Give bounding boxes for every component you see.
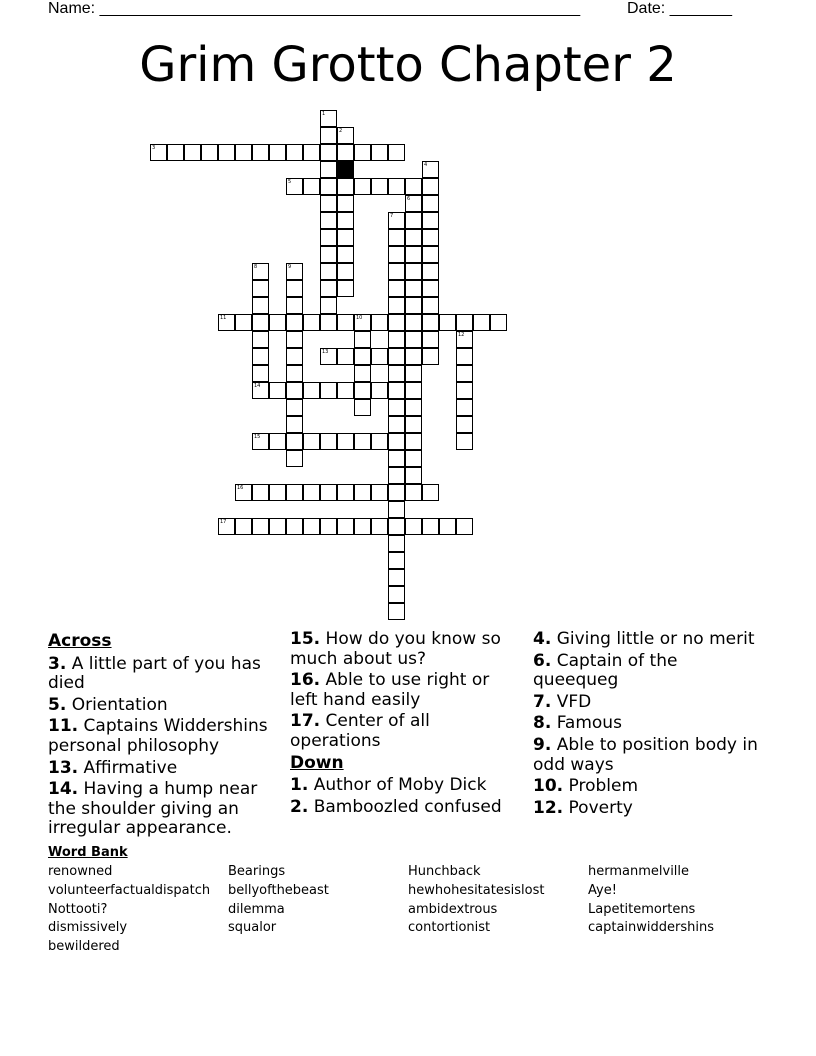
grid-cell[interactable]: [405, 212, 422, 229]
grid-cell[interactable]: [320, 314, 337, 331]
clue-text: Able to use right or left hand easily: [290, 670, 490, 710]
grid-cell[interactable]: [388, 552, 405, 569]
clue-number: 9.: [533, 734, 552, 755]
grid-cell[interactable]: [320, 484, 337, 501]
grid-cell[interactable]: [405, 229, 422, 246]
clue-number: 1.: [290, 775, 309, 796]
grid-cell[interactable]: [320, 127, 337, 144]
grid-cell[interactable]: [405, 178, 422, 195]
clue-text: How do you know so much about us?: [290, 629, 501, 669]
grid-cell[interactable]: [218, 518, 235, 535]
word-bank-item: volunteerfactualdispatch: [48, 882, 211, 898]
word-bank-item: Bearings: [228, 864, 286, 879]
grid-cell[interactable]: [320, 297, 337, 314]
grid-cell[interactable]: [286, 433, 303, 450]
clue-number-label: 17: [220, 519, 227, 525]
clue-down-12: [533, 799, 763, 819]
grid-cell[interactable]: [337, 382, 354, 399]
grid-cell[interactable]: [405, 399, 422, 416]
grid-cell[interactable]: [422, 195, 439, 212]
grid-cell[interactable]: [439, 518, 456, 535]
grid-cell[interactable]: [354, 399, 371, 416]
clue-text: VFD: [556, 691, 592, 712]
grid-cell[interactable]: [371, 348, 388, 365]
grid-cell[interactable]: [388, 569, 405, 586]
grid-cell[interactable]: [286, 399, 303, 416]
clue-down-7: [533, 693, 763, 713]
grid-cell[interactable]: [371, 484, 388, 501]
grid-cell[interactable]: [354, 348, 371, 365]
grid-cell[interactable]: [354, 518, 371, 535]
grid-cell[interactable]: [371, 382, 388, 399]
grid-cell[interactable]: [388, 212, 405, 229]
grid-cell[interactable]: [456, 348, 473, 365]
grid-cell[interactable]: [371, 144, 388, 161]
grid-cell[interactable]: [252, 433, 269, 450]
clue-across-17: [290, 712, 520, 751]
clue-down-4: [533, 630, 763, 650]
grid-cell[interactable]: [422, 229, 439, 246]
grid-cell[interactable]: [388, 331, 405, 348]
clue-down-2: [290, 798, 520, 818]
clue-across-11: [48, 717, 278, 756]
grid-cell[interactable]: [405, 314, 422, 331]
grid-cell[interactable]: [337, 212, 354, 229]
grid-cell[interactable]: [405, 433, 422, 450]
grid-cell[interactable]: [337, 484, 354, 501]
grid-cell[interactable]: [320, 348, 337, 365]
grid-cell[interactable]: [252, 518, 269, 535]
grid-cell[interactable]: [337, 433, 354, 450]
grid-cell[interactable]: [252, 280, 269, 297]
grid-cell[interactable]: [422, 518, 439, 535]
grid-cell[interactable]: [388, 297, 405, 314]
grid-cell[interactable]: [354, 314, 371, 331]
grid-cell[interactable]: [286, 280, 303, 297]
word-bank-title: Word Bank: [48, 845, 128, 860]
grid-cell[interactable]: [456, 365, 473, 382]
clue-number-label: 11: [220, 315, 227, 321]
clue-number: 16.: [290, 670, 321, 691]
word-bank-column-1: [48, 863, 210, 957]
clue-text: Having a hump near the shoulder giving an irregular appearance.: [48, 779, 258, 839]
grid-cell[interactable]: [286, 263, 303, 280]
grid-cell[interactable]: [286, 484, 303, 501]
grid-cell[interactable]: [388, 246, 405, 263]
clue-text: Captains Widdershins personal philosophy: [48, 716, 268, 756]
clue-number: 12.: [533, 797, 564, 818]
grid-cell[interactable]: [235, 144, 252, 161]
grid-cell[interactable]: [337, 144, 354, 161]
grid-cell[interactable]: [320, 518, 337, 535]
grid-cell[interactable]: [337, 280, 354, 297]
grid-cell[interactable]: [184, 144, 201, 161]
grid-cell[interactable]: [422, 280, 439, 297]
grid-cell[interactable]: [388, 518, 405, 535]
down-heading: Down: [290, 752, 344, 773]
grid-cell[interactable]: [371, 178, 388, 195]
grid-cell[interactable]: [405, 246, 422, 263]
grid-cell[interactable]: [337, 314, 354, 331]
grid-cell[interactable]: [388, 416, 405, 433]
grid-cell[interactable]: [490, 314, 507, 331]
clue-down-10: [533, 777, 763, 797]
across-heading: Across: [48, 631, 112, 651]
clue-text: Author of Moby Dick: [313, 775, 487, 796]
grid-cell[interactable]: [218, 314, 235, 331]
clue-text: Bamboozled confused: [313, 796, 502, 817]
clue-number-label: 2: [339, 128, 343, 134]
clue-number-label: 15: [254, 434, 261, 440]
grid-cell[interactable]: [252, 382, 269, 399]
grid-cell[interactable]: [456, 399, 473, 416]
word-bank-item: dilemma: [228, 901, 285, 917]
clue-number: 15.: [290, 629, 321, 649]
grid-cell[interactable]: [320, 433, 337, 450]
grid-cell[interactable]: [388, 348, 405, 365]
grid-cell[interactable]: [388, 603, 405, 620]
grid-cell[interactable]: [269, 314, 286, 331]
word-bank-column-4: [588, 863, 714, 938]
clue-number: 2.: [290, 796, 309, 817]
grid-cell[interactable]: [439, 314, 456, 331]
grid-cell[interactable]: [252, 348, 269, 365]
clue-number-label: 1: [322, 111, 326, 117]
word-bank-item: dismissively: [48, 920, 128, 936]
grid-cell[interactable]: [269, 382, 286, 399]
grid-cell[interactable]: [405, 348, 422, 365]
grid-cell[interactable]: [405, 467, 422, 484]
grid-cell[interactable]: [456, 382, 473, 399]
grid-cell[interactable]: [337, 348, 354, 365]
grid-cell[interactable]: [422, 212, 439, 229]
grid-cell[interactable]: [405, 382, 422, 399]
grid-cell[interactable]: [320, 212, 337, 229]
grid-cell[interactable]: [354, 433, 371, 450]
grid-cell[interactable]: [320, 161, 337, 178]
grid-cell[interactable]: [422, 314, 439, 331]
clue-text: Center of all operations: [290, 711, 430, 751]
clue-text: Problem: [568, 776, 639, 797]
grid-cell[interactable]: [354, 484, 371, 501]
grid-cell[interactable]: [303, 178, 320, 195]
grid-cell[interactable]: [422, 484, 439, 501]
grid-cell[interactable]: [337, 263, 354, 280]
grid-cell[interactable]: [422, 331, 439, 348]
word-bank-item: hewhohesitatesislost: [408, 882, 545, 898]
clue-text: Able to position body in odd ways: [533, 734, 758, 775]
clue-number: 17.: [290, 711, 321, 732]
grid-cell[interactable]: [337, 518, 354, 535]
word-bank-item: Aye!: [588, 882, 617, 898]
grid-cell[interactable]: [456, 314, 473, 331]
grid-cell[interactable]: [405, 365, 422, 382]
grid-cell[interactable]: [303, 484, 320, 501]
grid-cell[interactable]: [252, 365, 269, 382]
page-title: Grim Grotto Chapter 2: [139, 37, 677, 93]
grid-cell[interactable]: [269, 484, 286, 501]
clue-number: 3.: [48, 653, 67, 674]
grid-cell[interactable]: [354, 144, 371, 161]
clue-number-label: 7: [390, 213, 394, 219]
grid-cell[interactable]: [303, 314, 320, 331]
grid-cell[interactable]: [320, 144, 337, 161]
grid-cell[interactable]: [422, 178, 439, 195]
clue-text: Giving little or no merit: [556, 629, 755, 649]
grid-cell[interactable]: [388, 484, 405, 501]
clue-across-3: [48, 655, 278, 694]
grid-cell[interactable]: [354, 382, 371, 399]
clue-column-1: [48, 630, 278, 841]
clue-down-9: [533, 736, 763, 775]
word-bank-item: Nottooti?: [48, 901, 108, 917]
grid-cell[interactable]: [252, 314, 269, 331]
clue-number-label: 8: [254, 264, 258, 270]
clue-number-label: 3: [152, 145, 156, 151]
word-bank-item: contortionist: [408, 920, 491, 936]
grid-cell[interactable]: [320, 280, 337, 297]
grid-cell[interactable]: [422, 297, 439, 314]
grid-cell[interactable]: [388, 229, 405, 246]
grid-cell[interactable]: [371, 518, 388, 535]
word-bank-item: hermanmelville: [588, 864, 690, 879]
grid-cell[interactable]: [320, 195, 337, 212]
grid-cell[interactable]: [388, 450, 405, 467]
clue-number: 10.: [533, 776, 564, 797]
grid-cell[interactable]: [303, 382, 320, 399]
grid-cell[interactable]: [337, 127, 354, 144]
word-bank-column-2: [228, 863, 329, 938]
grid-cell[interactable]: [405, 263, 422, 280]
clue-number: 8.: [533, 713, 552, 734]
clue-text: Captain of the queequeg: [533, 650, 678, 691]
clue-number: 11.: [48, 716, 79, 737]
grid-cell[interactable]: [303, 518, 320, 535]
clue-across-16: [290, 671, 520, 710]
grid-cell[interactable]: [405, 195, 422, 212]
word-bank-item: ambidextrous: [408, 901, 498, 917]
clue-number-label: 6: [407, 196, 411, 202]
grid-cell[interactable]: [388, 586, 405, 603]
grid-cell[interactable]: [167, 144, 184, 161]
grid-cell[interactable]: [286, 331, 303, 348]
grid-cell[interactable]: [371, 314, 388, 331]
grid-cell[interactable]: [388, 382, 405, 399]
clue-number-label: 12: [458, 332, 465, 338]
grid-cell[interactable]: [286, 416, 303, 433]
grid-cell[interactable]: [337, 229, 354, 246]
clue-number-label: 5: [288, 179, 292, 185]
grid-cell[interactable]: [388, 144, 405, 161]
grid-cell[interactable]: [320, 382, 337, 399]
grid-cell[interactable]: [456, 433, 473, 450]
grid-cell[interactable]: [235, 484, 252, 501]
grid-cell[interactable]: [303, 144, 320, 161]
grid-cell[interactable]: [269, 433, 286, 450]
grid-cell[interactable]: [252, 297, 269, 314]
word-bank-item: Hunchback: [408, 864, 481, 879]
grid-cell[interactable]: [388, 399, 405, 416]
word-bank-item: bewildered: [48, 939, 120, 955]
grid-cell[interactable]: [388, 365, 405, 382]
word-bank-column-3: [408, 863, 544, 938]
clue-text: Poverty: [568, 797, 633, 818]
grid-cell[interactable]: [235, 518, 252, 535]
clue-number-label: 9: [288, 264, 292, 270]
grid-cell[interactable]: [473, 314, 490, 331]
grid-cell[interactable]: [286, 382, 303, 399]
grid-cell[interactable]: [388, 280, 405, 297]
grid-cell[interactable]: [286, 314, 303, 331]
grid-cell[interactable]: [388, 501, 405, 518]
grid-cell[interactable]: [456, 416, 473, 433]
word-bank-item: bellyofthebeast: [228, 882, 329, 898]
grid-cell[interactable]: [354, 365, 371, 382]
clue-number-label: 10: [356, 315, 363, 321]
grid-cell[interactable]: [456, 331, 473, 348]
grid-cell[interactable]: [405, 297, 422, 314]
grid-cell[interactable]: [269, 518, 286, 535]
grid-cell[interactable]: [405, 416, 422, 433]
clue-across-5: [48, 696, 278, 716]
clue-number: 7.: [533, 691, 552, 712]
clue-across-15: [290, 630, 520, 669]
grid-cell[interactable]: [405, 484, 422, 501]
word-bank-item: Lapetitemortens: [588, 901, 696, 917]
grid-cell[interactable]: [422, 263, 439, 280]
clue-number-label: 13: [322, 349, 329, 355]
clue-across-14: [48, 780, 278, 839]
grid-cell[interactable]: [252, 263, 269, 280]
grid-cell[interactable]: [388, 467, 405, 484]
grid-cell[interactable]: [286, 518, 303, 535]
grid-cell[interactable]: [252, 331, 269, 348]
grid-cell[interactable]: [405, 331, 422, 348]
grid-cell[interactable]: [320, 178, 337, 195]
clue-number-label: 14: [254, 383, 261, 389]
grid-cell[interactable]: [388, 433, 405, 450]
grid-cell[interactable]: [201, 144, 218, 161]
clue-number: 5.: [48, 694, 67, 715]
grid-cell[interactable]: [150, 144, 167, 161]
word-bank-item: squalor: [228, 920, 277, 936]
clue-number: 6.: [533, 650, 552, 671]
grid-cell[interactable]: [388, 178, 405, 195]
grid-cell[interactable]: [303, 433, 320, 450]
grid-cell[interactable]: [354, 178, 371, 195]
grid-cell[interactable]: [337, 178, 354, 195]
grid-cell[interactable]: [337, 195, 354, 212]
clue-down-8: [533, 714, 763, 734]
grid-cell[interactable]: [252, 144, 269, 161]
clue-down-1: [290, 776, 520, 796]
grid-cell[interactable]: [422, 348, 439, 365]
grid-cell[interactable]: [286, 178, 303, 195]
grid-cell[interactable]: [422, 246, 439, 263]
grid-cell[interactable]: [388, 535, 405, 552]
grid-cell[interactable]: [286, 297, 303, 314]
clue-number: 14.: [48, 779, 79, 800]
clue-text: A little part of you has died: [48, 653, 261, 694]
clue-text: Orientation: [71, 694, 168, 715]
word-bank-item: captainwiddershins: [588, 920, 715, 936]
grid-cell[interactable]: [235, 314, 252, 331]
grid-cell[interactable]: [405, 450, 422, 467]
grid-cell[interactable]: [269, 144, 286, 161]
grid-cell[interactable]: [286, 348, 303, 365]
grid-cell[interactable]: [320, 246, 337, 263]
clue-number: 13.: [48, 757, 79, 778]
word-bank-item: renowned: [48, 864, 113, 879]
grid-cell[interactable]: [388, 263, 405, 280]
clue-text: Affirmative: [83, 757, 178, 778]
clue-down-6: [533, 652, 763, 691]
clue-across-13: [48, 759, 278, 779]
grid-cell[interactable]: [286, 365, 303, 382]
grid-cell-black: [337, 161, 354, 178]
grid-cell[interactable]: [337, 246, 354, 263]
grid-cell[interactable]: [388, 314, 405, 331]
grid-cell[interactable]: [218, 144, 235, 161]
clue-text: Famous: [556, 713, 622, 734]
clue-number-label: 16: [237, 485, 244, 491]
grid-cell[interactable]: [252, 484, 269, 501]
grid-cell[interactable]: [371, 433, 388, 450]
clue-column-3: [533, 630, 763, 820]
grid-cell[interactable]: [320, 229, 337, 246]
grid-cell[interactable]: [405, 518, 422, 535]
grid-cell[interactable]: [422, 161, 439, 178]
name-field-label: Name: ______________________________________________________: [48, 0, 581, 17]
grid-cell[interactable]: [456, 518, 473, 535]
grid-cell[interactable]: [320, 263, 337, 280]
clue-number-label: 4: [424, 162, 428, 168]
grid-cell[interactable]: [286, 144, 303, 161]
grid-cell[interactable]: [320, 110, 337, 127]
grid-cell[interactable]: [354, 331, 371, 348]
grid-cell[interactable]: [405, 280, 422, 297]
date-field-label: Date: _______: [627, 0, 732, 17]
clue-column-2: [290, 630, 520, 819]
grid-cell[interactable]: [286, 450, 303, 467]
clue-number: 4.: [533, 629, 552, 649]
